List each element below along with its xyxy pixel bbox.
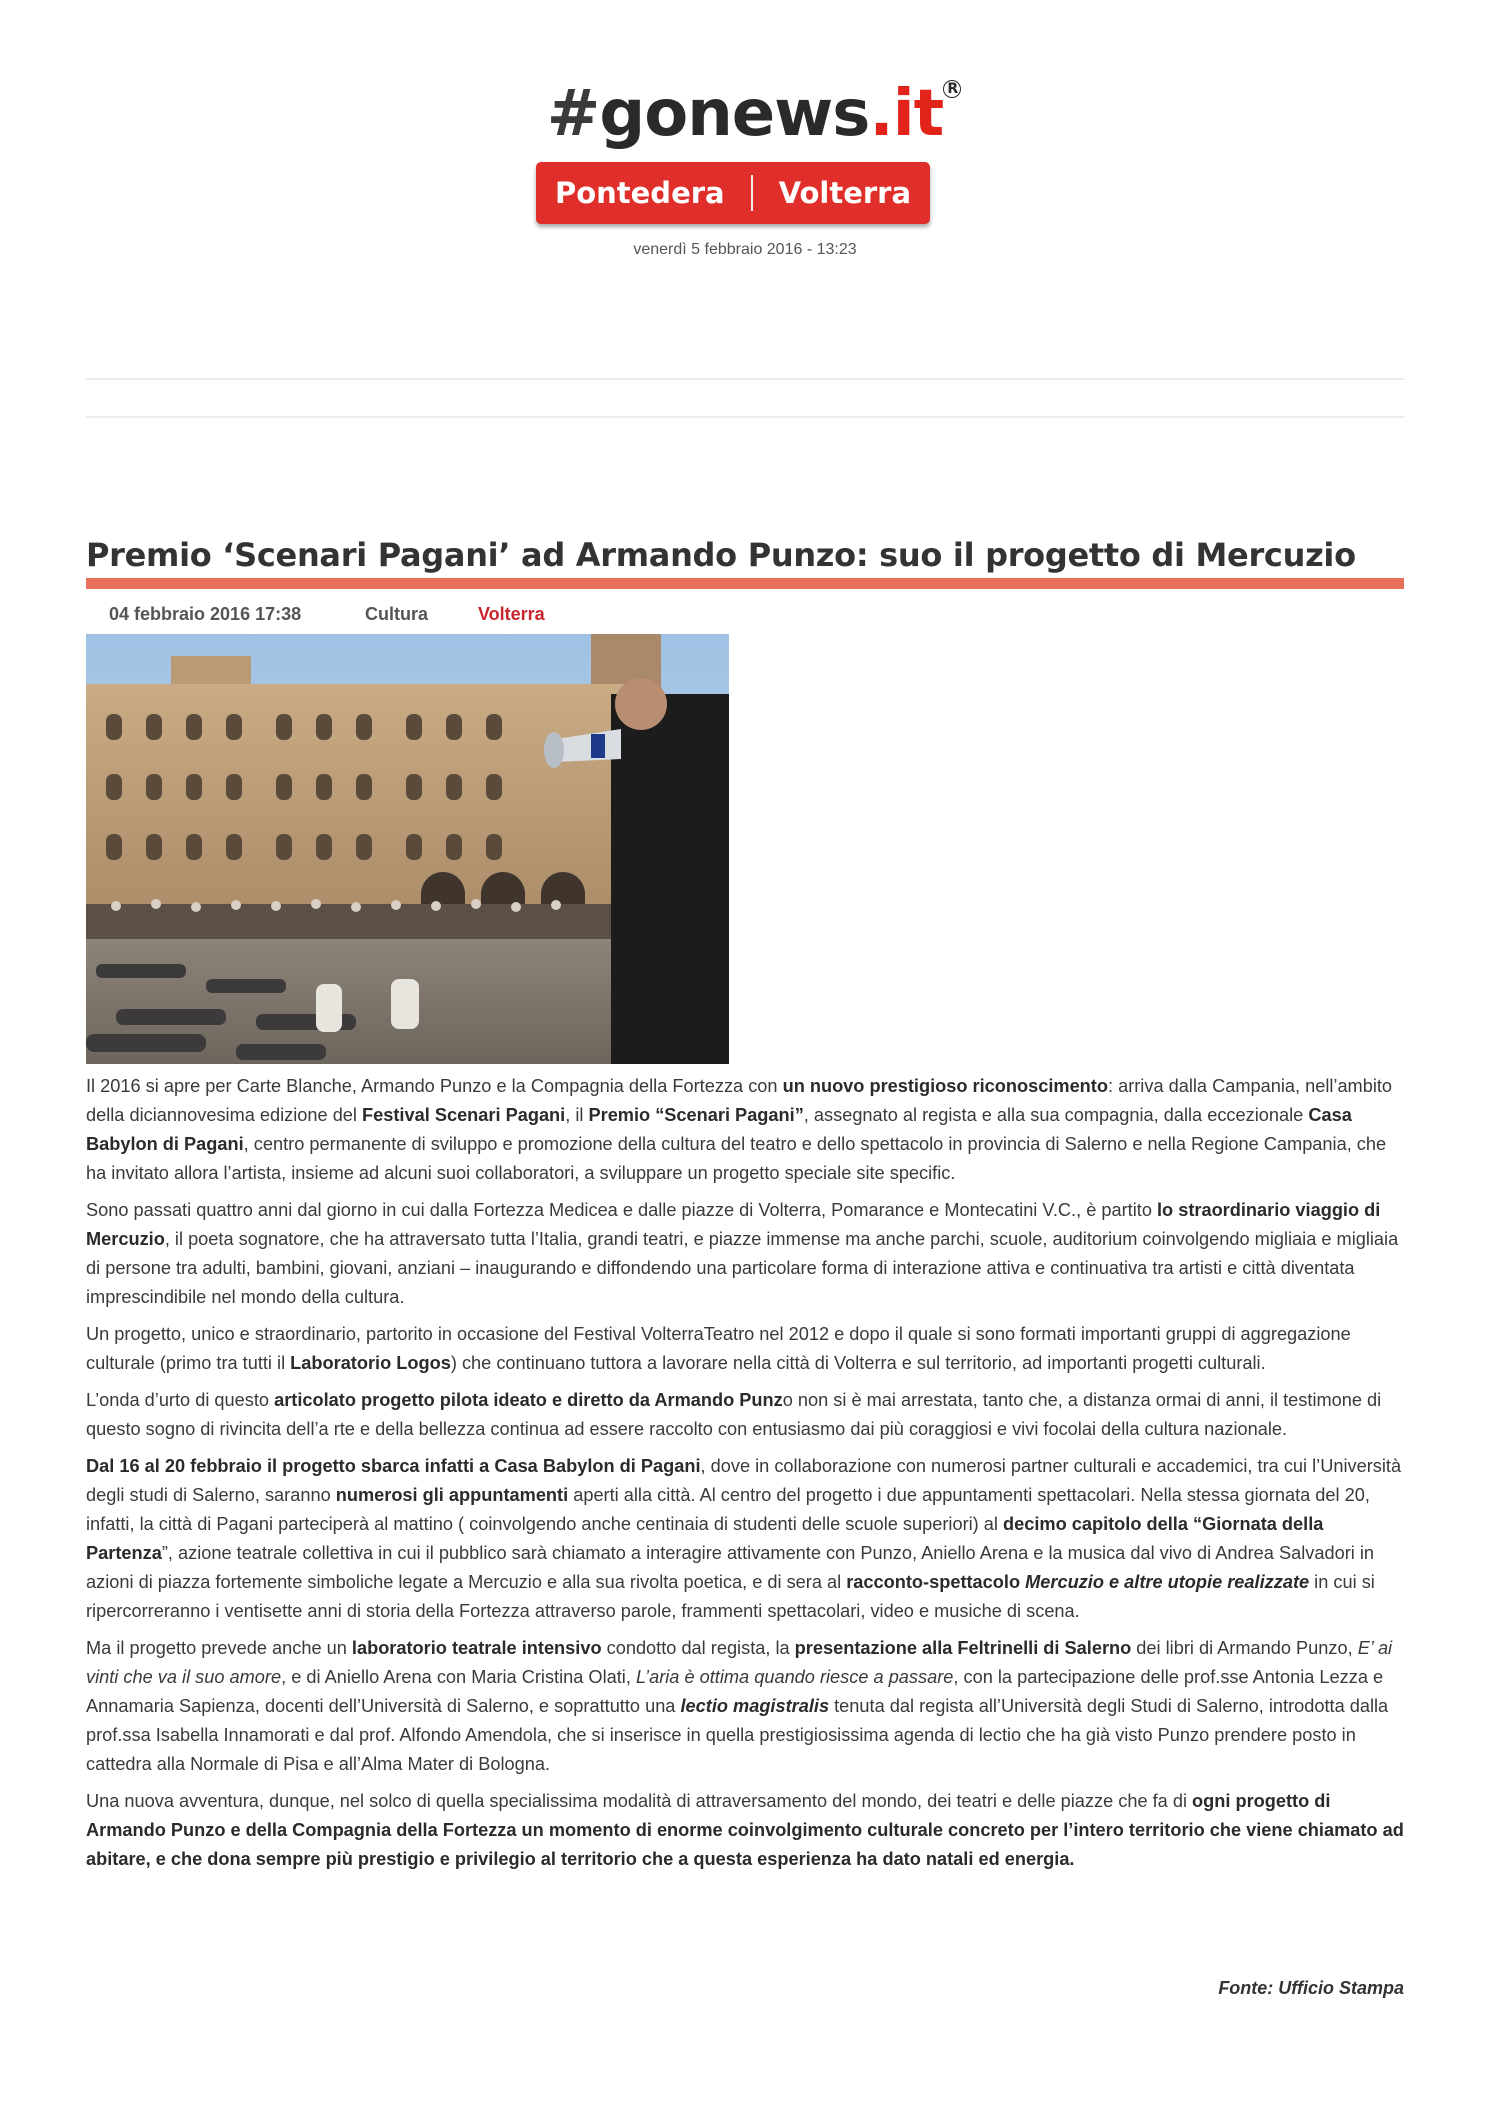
edition-pontedera[interactable]: Pontedera: [554, 176, 725, 210]
title-underline: [86, 578, 1404, 589]
edition-badge[interactable]: [536, 162, 930, 224]
article-paragraph-4: L’onda d’urto di questo articolato progetto pilota ideato e diretto da Armando Punzo non si è mai arrestata, tanto che, a distanza ormai di anni, il testimone di questo sogno di rivincita dell’a rte e della bellezza continua ad essere raccolto con entusiasmo dai più coraggiosi e vivi focolai della cultura nazionale.: [86, 1390, 1382, 1439]
article-paragraph-3: Un progetto, unico e straordinario, partorito in occasione del Festival VolterraTeatro nel 2012 e dopo il quale si sono formati importanti gruppi di aggregazione culturale (primo tra tutti il Laboratorio Logos) che continuano tuttora a lavorare nella città di Volterra e sul territorio, ad importanti progetti culturali.: [86, 1324, 1351, 1373]
article-paragraph-1: Il 2016 si apre per Carte Blanche, Armando Punzo e la Compagnia della Fortezza con un nuovo prestigioso riconoscimento: arriva dalla Campania, nell’ambito della diciannovesima edizione del Festival Scenari Pagani, il Premio “Scenari Pagani”, assegnato al regista e alla sua compagnia, dalla eccezionale Casa Babylon di Pagani, centro permanente di sviluppo e promozione della cultura del teatro e dello spettacolo in provincia di Salerno e nella Regione Campania, che ha invitato allora l’artista, insieme ad alcuni suoi collaboratori, a sviluppare un progetto speciale site specific.: [86, 1076, 1393, 1183]
edition-divider: [751, 175, 753, 211]
article-paragraph-5: Dal 16 al 20 febbraio il progetto sbarca infatti a Casa Babylon di Pagani, dove in collaborazione con numerosi partner culturali e accademici, tra cui l’Università degli studi di Salerno, saranno numerosi gli appuntamenti aperti alla città. Al centro del progetto i due appuntamenti spettacolari. Nella stessa giornata del 20, infatti, la città di Pagani parteciperà al mattino ( coinvolgendo anche centinaia di studenti delle scuole superiori) al decimo capitolo della “Giornata della Partenza”, azione teatrale collettiva in cui il pubblico sarà chiamato a interagire attivamente con Punzo, Aniello Arena e la musica dal vivo di Andrea Salvadori in azioni di piazza fortemente simboliche legate a Mercuzio e alla sua rivolta poetica, e di sera al racconto-spettacolo Mercuzio e altre utopie realizzate in cui si ripercorreranno i ventisette anni di storia della Fortezza attraverso parole, frammenti spettacolari, video e musiche di scena.: [86, 1456, 1402, 1621]
site-logo[interactable]: [0, 78, 1490, 150]
article-datetime: 04 febbraio 2016 17:38: [109, 604, 302, 624]
article-paragraph-6: Ma il progetto prevede anche un laboratorio teatrale intensivo condotto dal regista, la presentazione alla Feltrinelli di Salerno dei libri di Armando Punzo, E’ ai vinti che va il suo amore, e di Aniello Arena con Maria Cristina Olati, L’aria è ottima quando riesce a passare, con la partecipazione delle prof.sse Antonia Lezza e Annamaria Sapienza, docenti dell’Università di Salerno, e soprattutto una lectio magistralis tenuta dal regista all’Università degli Studi di Salerno, introdotta dalla prof.ssa Isabella Innamorati e dal prof. Alfondo Amendola, che si inserisce in quella prestigiosissima agenda di lectio che ha già visto Punzo prendere posto in cattedra alla Normale di Pisa e all’Alma Mater di Bologna.: [86, 1638, 1393, 1774]
header-date: venerdì 5 febbraio 2016 - 13:23: [633, 241, 857, 258]
divider-bottom: [86, 416, 1404, 418]
article-location[interactable]: Volterra: [478, 604, 545, 624]
article-paragraph-2: Sono passati quattro anni dal giorno in cui dalla Fortezza Medicea e dalle piazze di Volterra, Pomarance e Montecatini V.C., è partito lo straordinario viaggio di Mercuzio, il poeta sognatore, che ha attraversato tutta l’Italia, grandi teatri, e piazze immense ma anche parchi, scuole, auditorium coinvolgendo migliaia e migliaia di persone tra adulti, bambini, giovani, anziani – inaugurando e diffondendo una particolare forma di interazione attiva e continuativa tra artisti e città diventata imprescindibile nel mondo della cultura.: [86, 1200, 1399, 1307]
article-category[interactable]: Cultura: [365, 604, 428, 624]
article-source: Fonte: Ufficio Stampa: [1218, 1978, 1404, 1998]
article-body: [86, 1072, 1406, 1882]
article-title: Premio ‘Scenari Pagani’ ad Armando Punzo: suo il progetto di Mercuzio: [86, 536, 1356, 574]
logo-tld: .it: [869, 77, 944, 151]
edition-volterra[interactable]: Volterra: [778, 176, 912, 210]
divider-top: [86, 378, 1404, 380]
article-paragraph-7: Una nuova avventura, dunque, nel solco di quella specialissima modalità di attraversamento del mondo, dei teatri e delle piazze che fa di ogni progetto di Armando Punzo e della Compagnia della Fortezza un momento di enorme coinvolgimento culturale concreto per l’intero territorio che viene chiamato ad abitare, e che dona sempre più prestigio e privilegio al territorio che a questa esperienza ha dato natali ed energia.: [86, 1791, 1404, 1869]
logo-name: gonews: [599, 77, 870, 151]
registered-mark: R: [943, 80, 961, 98]
article-photo: [86, 634, 729, 1064]
logo-hash: #: [546, 77, 600, 151]
